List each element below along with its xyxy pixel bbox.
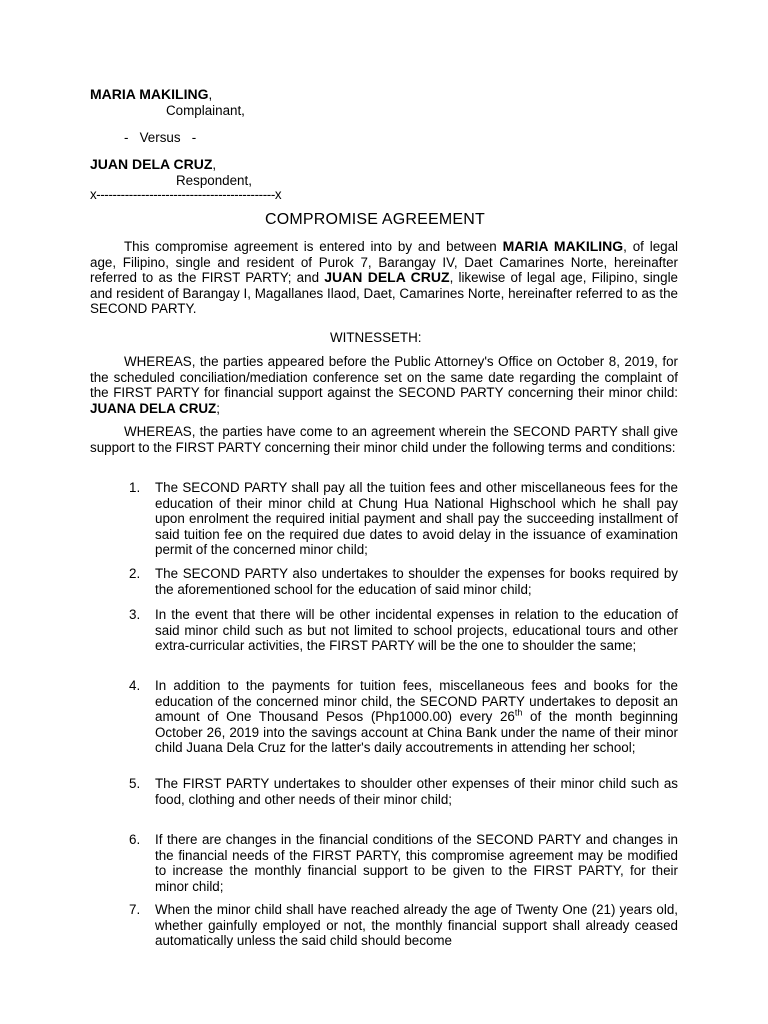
term-text: If there are changes in the financial conditions of the SECOND PARTY and changes in the financial needs of the FIRST PARTY, this compromise agreement may be modified to increase the monthly financial support to be given to the FIRST PARTY, for their minor child; [155,832,678,894]
term-text: The FIRST PARTY undertakes to shoulder other expenses of their minor child such as food, clothing and other needs of their minor child; [155,776,678,807]
term-number: 2. [129,566,141,581]
respondent-role: Respondent, [176,173,252,188]
term-number: 6. [129,832,141,847]
term-text [155,678,678,756]
complainant-role: Complainant, [166,103,245,118]
intro-part1: This compromise agreement is entered into by and between [124,239,503,254]
term-4-text-a: In addition to the payments for tuition fees, miscellaneous fees and books for the education of the concerned minor child, the SECOND PARTY undertakes to deposit an amount of One Thousand Pesos (Php1000.00) every 26 [155,678,678,725]
term-4-text-b: of the month beginning October 26, 2019 into the savings account at China Bank under the name of their minor child Juana Dela Cruz for the latter's daily accoutrements in attending her school; [155,709,678,756]
term-text: The SECOND PARTY shall pay all the tuition fees and other miscellaneous fees for the education of their minor child at Chung Hua National Highschool which he shall pay upon enrolment the required initial payment and shall pay the succeeding installment of said tuition fee on the required due dates to avoid delay in the issuance of examination permit of the concerned minor child; [155,480,678,558]
intro-paragraph [90,239,678,317]
intro-part2: , of legal age, Filipino, single and resident of Purok 7, Barangay IV, Daet Camarines Norte, hereinafter referred to as the FIRST PARTY; and [90,239,679,286]
term-number: 4. [129,678,141,693]
term-number: 5. [129,776,141,791]
versus-label: - Versus - [124,130,197,145]
respondent-punct: , [212,157,217,172]
term-number: 7. [129,902,141,917]
witnesseth-heading: WITNESSETH: [330,330,422,345]
respondent-name: JUAN DELA CRUZ [90,156,213,172]
term-number: 1. [129,480,141,495]
whereas1-child: JUANA DELA CRUZ [90,400,217,416]
term-text: When the minor child shall have reached already the age of Twenty One (21) years old, whether gainfully employed or not, the monthly financial support shall already ceased automatically unless the said child should become [155,902,678,949]
intro-part3: , likewise of legal age, Filipino, single and resident of Barangay I, Magallanes Ilaod, Daet, Camarines Norte, hereinafter referred to as the SECOND PARTY. [90,270,678,317]
complainant-name: MARIA MAKILING [90,86,209,102]
whereas-paragraph-1 [90,354,678,416]
whereas2-text: WHEREAS, the parties have come to an agreement wherein the SECOND PARTY shall give support to the FIRST PARTY concerning their minor child under the following terms and conditions: [90,424,678,455]
complainant-line [90,87,212,103]
document-title: COMPROMISE AGREEMENT [265,211,486,228]
term-text: In the event that there will be other incidental expenses in relation to the education of said minor child such as but not limited to school projects, educational tours and other extra-curricular activities, the FIRST PARTY will be the one to shoulder the same; [155,607,678,654]
whereas-paragraph-2 [90,424,678,455]
respondent-line [90,157,216,173]
term-number: 3. [129,607,141,622]
complainant-punct: , [208,87,213,102]
whereas1-end: ; [216,400,220,416]
term-4-ordinal: th [514,707,523,718]
term-text: The SECOND PARTY also undertakes to shoulder the expenses for books required by the aforementioned school for the education of said minor child; [155,566,678,597]
caption-separator: x--------------------------------------------x [90,187,282,202]
intro-name1: MARIA MAKILING [502,238,624,254]
whereas1-text: WHEREAS, the parties appeared before the Public Attorney's Office on October 8, 2019, for the scheduled conciliation/mediation conference set on the same date regarding the complaint of the FIRST PARTY for financial support against the SECOND PARTY concerning their minor child: [90,354,678,401]
intro-name2: JUAN DELA CRUZ [324,269,450,286]
